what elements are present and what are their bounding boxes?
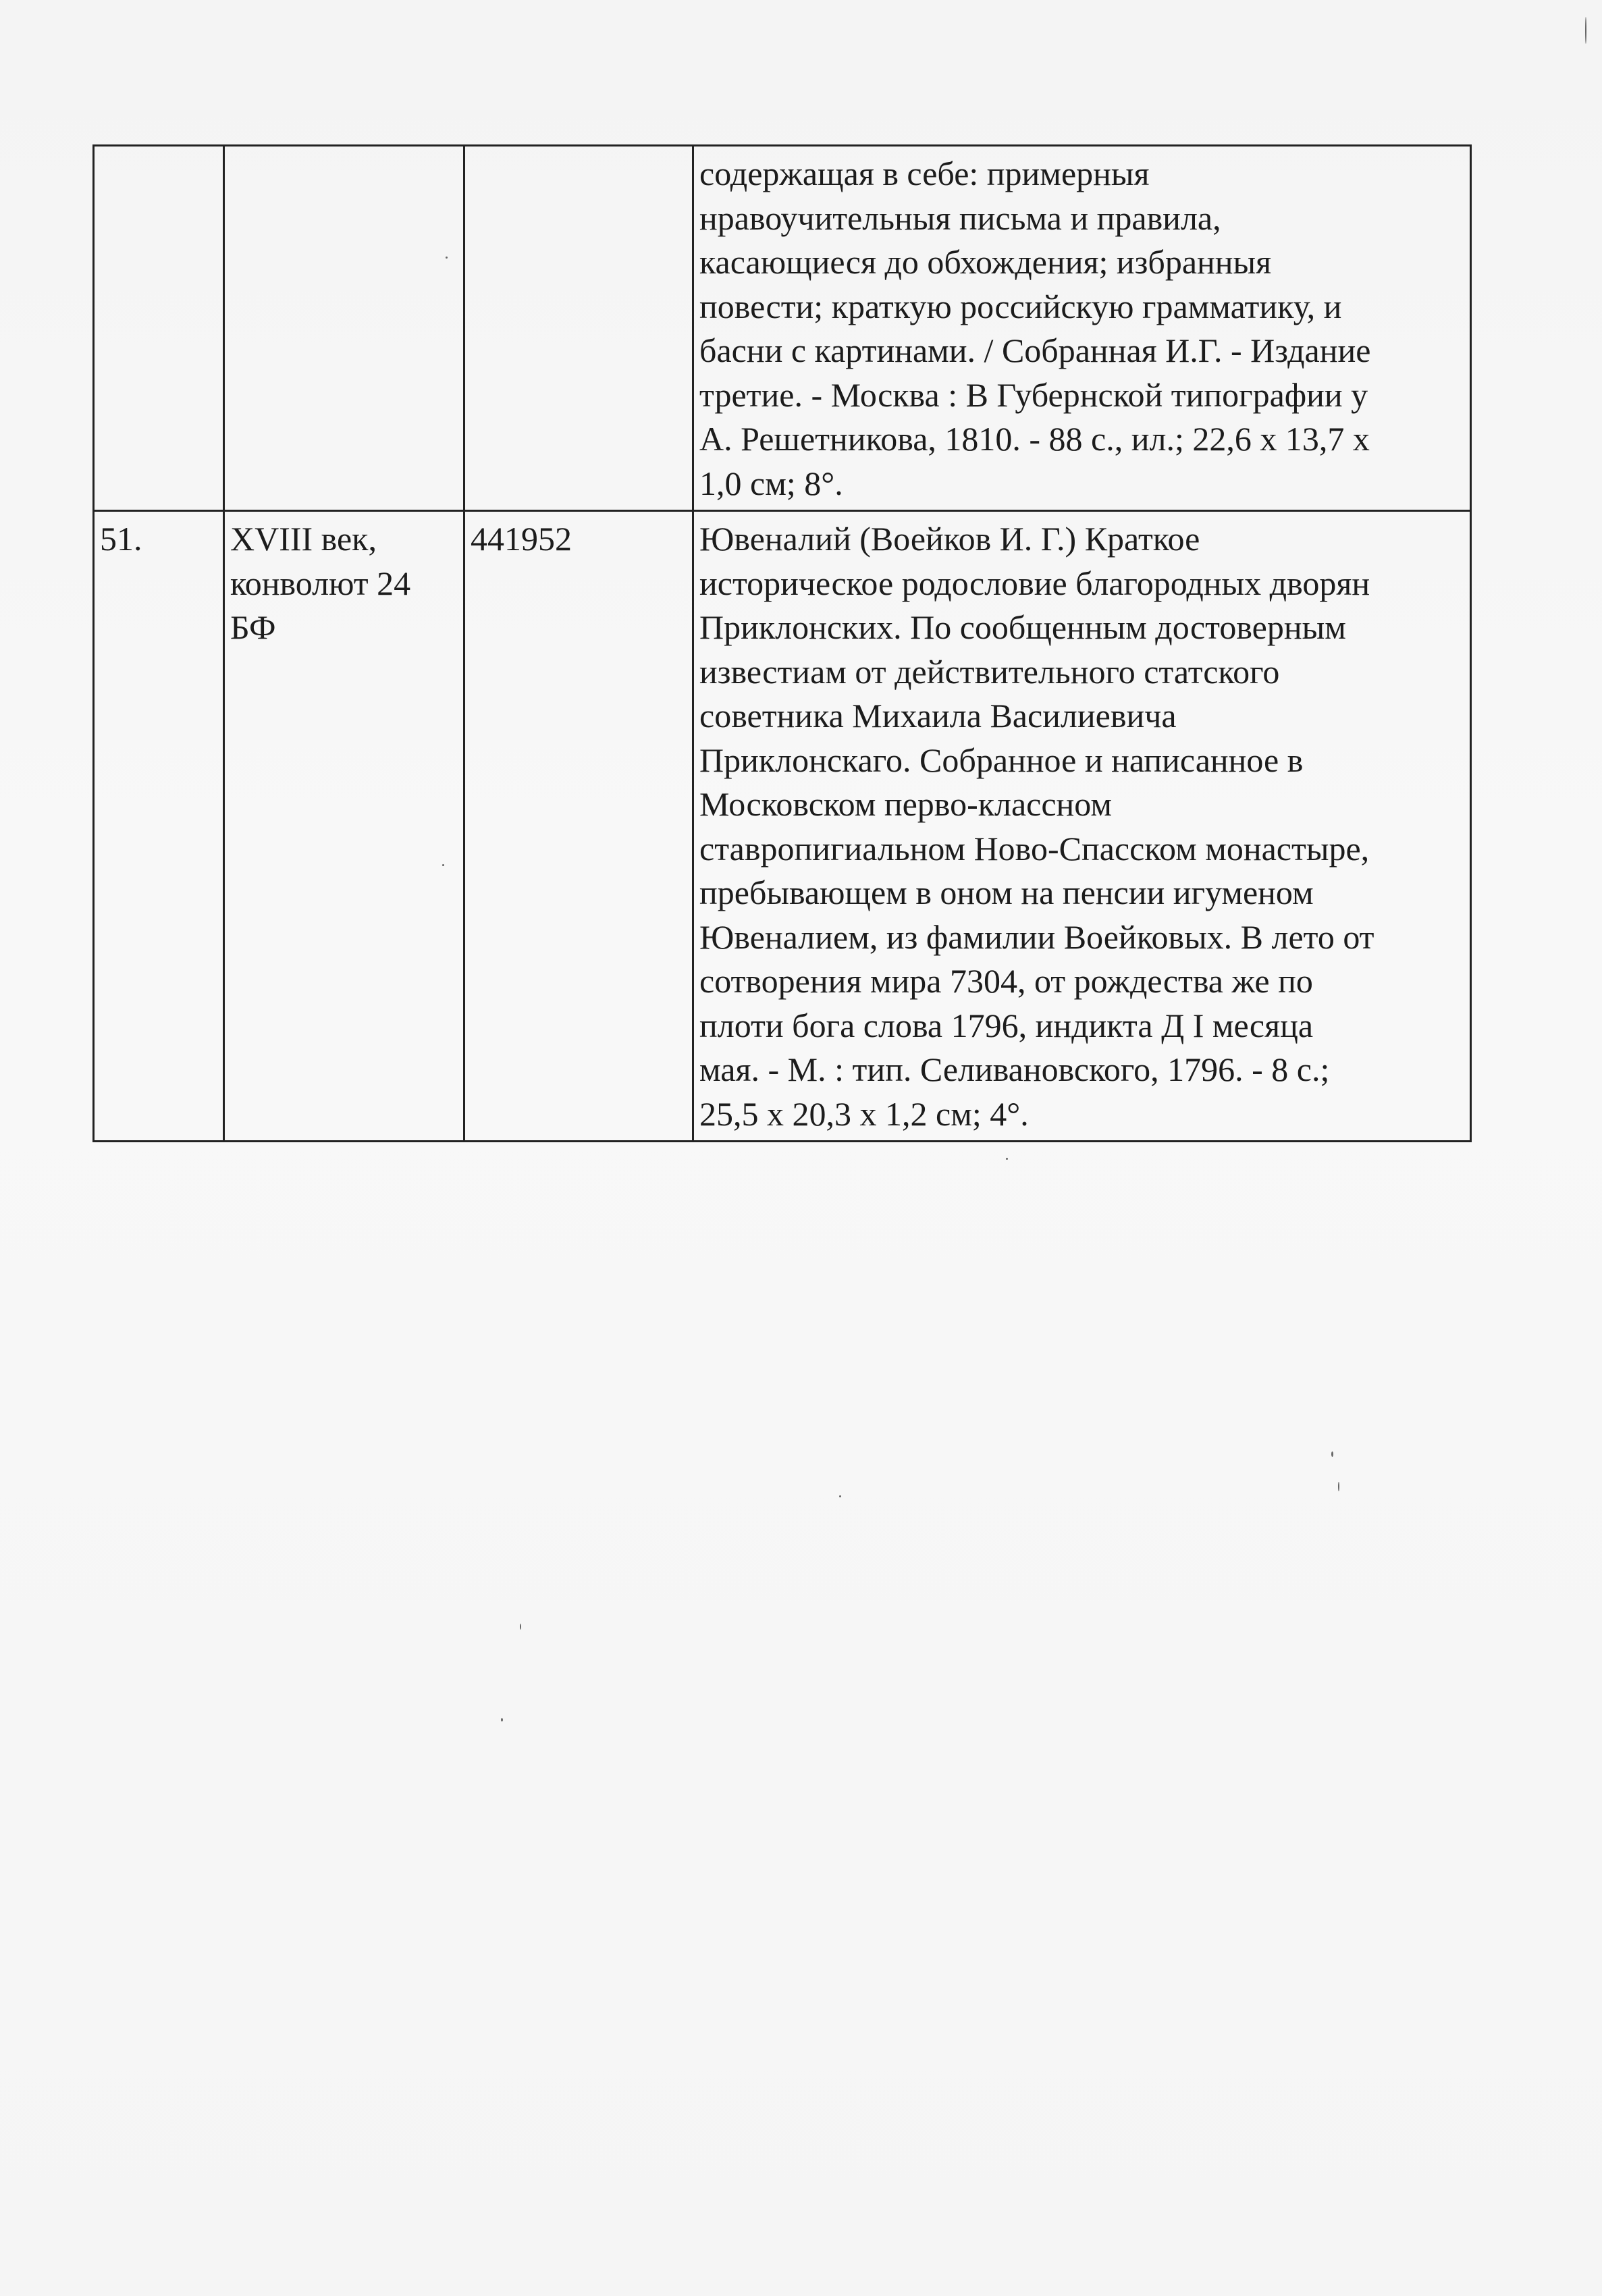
scan-speck xyxy=(1585,17,1586,44)
scan-speck xyxy=(1331,1451,1333,1457)
scan-speck xyxy=(501,1718,503,1721)
number-cell xyxy=(94,146,224,511)
description-line: нравоучительныя письма и правила, xyxy=(699,198,1221,237)
description-line: мая. - М. : тип. Селивановского, 1796. - 8 с.; xyxy=(699,1050,1330,1088)
number-cell: 51. xyxy=(94,511,224,1142)
description-line: советника Михаила Василиевича xyxy=(699,697,1177,735)
description-line: содержащая в себе: примерныя xyxy=(699,155,1150,192)
catalog-table xyxy=(92,144,1472,1142)
period-line: конволют 24 xyxy=(230,564,411,602)
description-line: Ювеналий (Воейков И. Г.) Краткое xyxy=(699,520,1200,558)
description-line: 1,0 см; 8°. xyxy=(699,464,843,502)
table-row xyxy=(94,146,1471,511)
description-line: 25,5 х 20,3 х 1,2 см; 4°. xyxy=(699,1094,1029,1133)
scan-speck xyxy=(446,257,448,259)
scan-speck xyxy=(520,1624,521,1630)
scan-speck xyxy=(1338,1482,1339,1491)
description-line: басни с картинами. / Собранная И.Г. - Издание xyxy=(699,331,1371,369)
description-cell xyxy=(693,511,1471,1142)
description-line: Приклонскаго. Собранное и написанное в xyxy=(699,741,1304,779)
description-line: пребывающем в оном на пенсии игуменом xyxy=(699,874,1314,911)
table-row xyxy=(94,511,1471,1142)
description-line: А. Решетникова, 1810. - 88 с., ил.; 22,6 х 13,7 х xyxy=(699,420,1370,458)
scan-speck xyxy=(442,864,444,866)
scan-speck xyxy=(839,1495,841,1497)
description-line: касающиеся до обхождения; избранныя xyxy=(699,243,1272,281)
period-cell xyxy=(224,146,464,511)
scan-speck xyxy=(1006,1158,1008,1160)
description-line: плоти бога слова 1796, индикта Д I месяца xyxy=(699,1006,1314,1044)
description-line: ставропигиальном Ново-Спасском монастыре, xyxy=(699,829,1370,867)
description-line: Приклонских. По сообщенным достоверным xyxy=(699,608,1346,646)
description-line: повести; краткую российскую грамматику, и xyxy=(699,287,1342,325)
description-line: историческое родословие благородных дворян xyxy=(699,564,1370,602)
description-line: Московском перво-классном xyxy=(699,785,1112,823)
description-line: сотворения мира 7304, от рождества же по xyxy=(699,962,1313,1000)
period-cell xyxy=(224,511,464,1142)
inventory-cell xyxy=(464,146,693,511)
description-cell xyxy=(693,146,1471,511)
description-line: известиам от действительного статского xyxy=(699,652,1280,691)
period-line: БФ xyxy=(230,608,276,646)
description-line: третие. - Москва : В Губернской типографии у xyxy=(699,375,1368,414)
inventory-cell: 441952 xyxy=(464,511,693,1142)
period-line: XVIII век, xyxy=(230,520,377,558)
description-line: Ювеналием, из фамилии Воейковых. В лето от xyxy=(699,917,1374,956)
